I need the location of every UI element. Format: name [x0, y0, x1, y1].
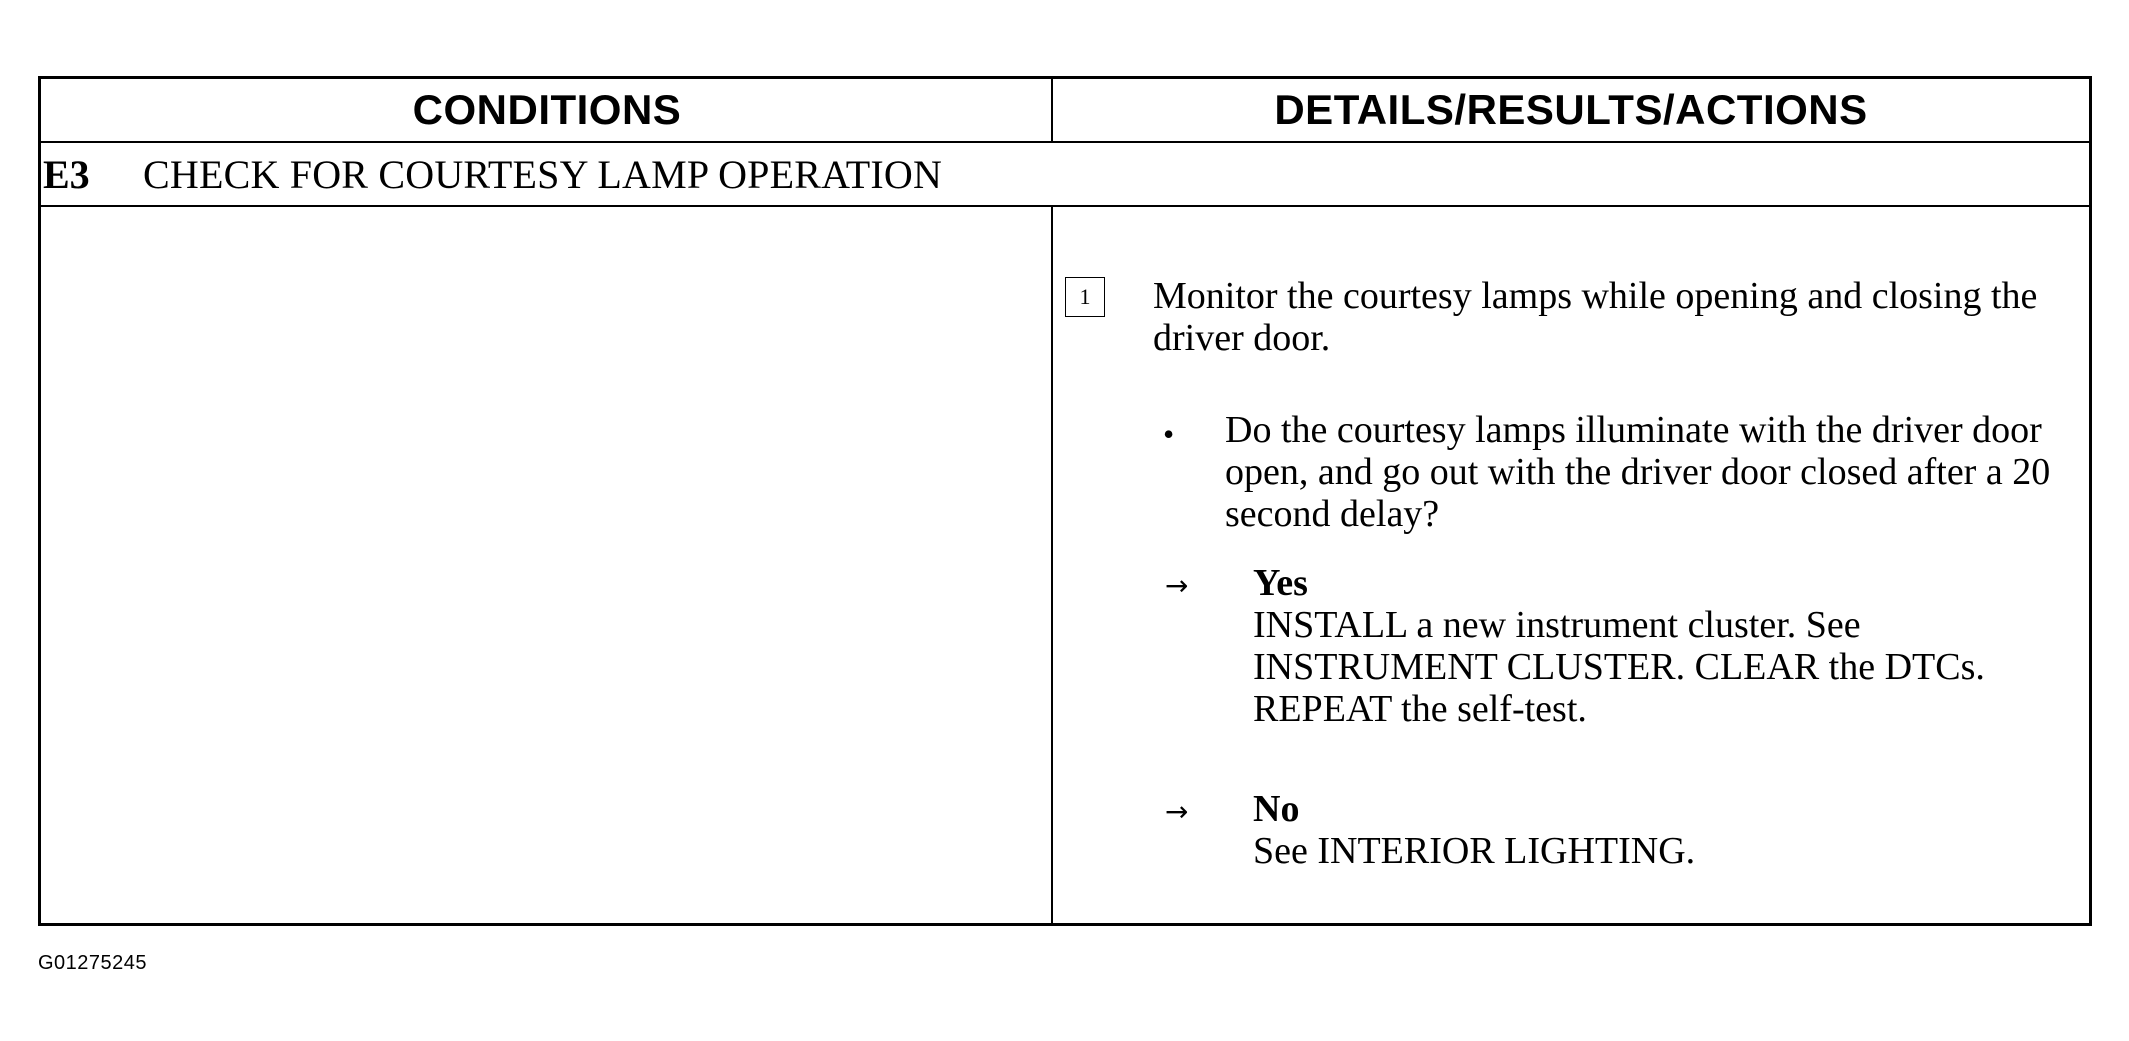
instruction-text: Monitor the courtesy lamps while opening and closing the driver door. — [1153, 275, 2038, 359]
step-title-row — [41, 143, 2089, 207]
conditions-cell — [41, 207, 1051, 923]
procedure-table — [38, 76, 2092, 926]
answer-no-label: No — [1253, 788, 1300, 830]
step-number-box: 1 — [1065, 277, 1105, 317]
answer-no-text: See INTERIOR LIGHTING. — [1253, 830, 1696, 872]
conditions-header: CONDITIONS — [412, 86, 682, 133]
answer-no — [1253, 788, 2073, 872]
step-title: CHECK FOR COURTESY LAMP OPERATION — [143, 151, 943, 197]
question-text: Do the courtesy lamps illuminate with the driver door open, and go out with the driver door closed after a 20 second delay? — [1225, 409, 2051, 535]
bullet-icon: • — [1163, 416, 1175, 452]
details-header: DETAILS/RESULTS/ACTIONS — [1274, 86, 1868, 133]
header-row — [41, 79, 2089, 143]
arrow-right-icon: → — [1165, 569, 1189, 602]
answer-yes-text: INSTALL a new instrument cluster. See INSTRUMENT CLUSTER. CLEAR the DTCs. REPEAT the self-test. — [1253, 604, 1985, 730]
step-id: E3 — [43, 151, 90, 197]
arrow-right-icon: → — [1165, 795, 1189, 828]
figure-id: G01275245 — [38, 952, 148, 974]
answer-yes — [1253, 562, 2073, 730]
details-cell — [1053, 207, 2089, 923]
answer-yes-label: Yes — [1253, 562, 1308, 604]
